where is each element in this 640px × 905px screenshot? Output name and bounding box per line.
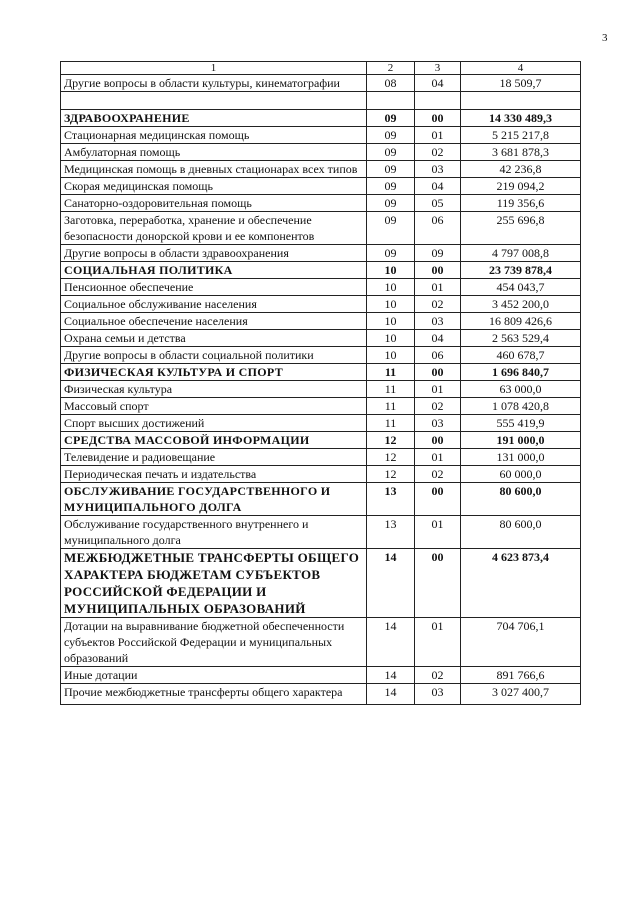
table-row	[61, 684, 581, 705]
section-code-cell: 10	[367, 296, 415, 313]
amount-cell: 555 419,9	[461, 415, 581, 432]
section-code-cell: 11	[367, 381, 415, 398]
subsection-code-cell: 02	[415, 144, 461, 161]
subsection-code-cell: 01	[415, 449, 461, 466]
table-row	[61, 466, 581, 483]
amount-cell: 2 563 529,4	[461, 330, 581, 347]
amount-cell: 255 696,8	[461, 212, 581, 245]
subsection-code-cell: 05	[415, 195, 461, 212]
table-row	[61, 296, 581, 313]
row-name-cell: Социальное обеспечение населения	[61, 313, 367, 330]
subsection-code-cell: 00	[415, 364, 461, 381]
row-name-cell: Обслуживание государственного внутреннего и муниципального долга	[61, 516, 367, 549]
row-name-cell: Физическая культура	[61, 381, 367, 398]
section-code-cell: 11	[367, 364, 415, 381]
section-code-cell: 08	[367, 75, 415, 92]
page-number: 3	[602, 32, 608, 44]
table-row	[61, 245, 581, 262]
table-row	[61, 161, 581, 178]
empty-cell	[61, 92, 367, 110]
amount-cell: 4 623 873,4	[461, 549, 581, 618]
section-code-cell: 12	[367, 432, 415, 449]
table-row	[61, 381, 581, 398]
section-code-cell: 10	[367, 262, 415, 279]
section-code-cell: 14	[367, 684, 415, 705]
section-code-cell: 09	[367, 195, 415, 212]
section-row	[61, 483, 581, 516]
section-code-cell: 12	[367, 449, 415, 466]
amount-cell: 80 600,0	[461, 516, 581, 549]
amount-cell: 891 766,6	[461, 667, 581, 684]
table-row	[61, 279, 581, 296]
row-name-cell: Другие вопросы в области культуры, кинематографии	[61, 75, 367, 92]
section-code-cell: 14	[367, 549, 415, 618]
subsection-code-cell: 03	[415, 313, 461, 330]
section-code-cell: 14	[367, 618, 415, 667]
row-name-cell: Медицинская помощь в дневных стационарах всех типов	[61, 161, 367, 178]
table-row	[61, 195, 581, 212]
subsection-code-cell: 06	[415, 347, 461, 364]
row-name-cell: СОЦИАЛЬНАЯ ПОЛИТИКА	[61, 262, 367, 279]
header-col-4: 4	[461, 62, 581, 75]
table-row	[61, 516, 581, 549]
section-code-cell: 09	[367, 144, 415, 161]
amount-cell: 60 000,0	[461, 466, 581, 483]
section-row	[61, 432, 581, 449]
subsection-code-cell: 04	[415, 178, 461, 195]
row-name-cell: Прочие межбюджетные трансферты общего характера	[61, 684, 367, 705]
section-row	[61, 110, 581, 127]
row-name-cell: Заготовка, переработка, хранение и обеспечение безопасности донорской крови и ее компонентов	[61, 212, 367, 245]
amount-cell: 42 236,8	[461, 161, 581, 178]
amount-cell: 4 797 008,8	[461, 245, 581, 262]
table-row	[61, 449, 581, 466]
section-code-cell: 13	[367, 483, 415, 516]
subsection-code-cell: 04	[415, 75, 461, 92]
amount-cell: 3 027 400,7	[461, 684, 581, 705]
subsection-code-cell: 00	[415, 549, 461, 618]
section-code-cell: 10	[367, 279, 415, 296]
section-code-cell: 10	[367, 347, 415, 364]
section-code-cell: 09	[367, 110, 415, 127]
section-code-cell: 12	[367, 466, 415, 483]
subsection-code-cell: 00	[415, 483, 461, 516]
subsection-code-cell: 00	[415, 262, 461, 279]
section-code-cell: 10	[367, 330, 415, 347]
row-name-cell: Стационарная медицинская помощь	[61, 127, 367, 144]
subsection-code-cell: 03	[415, 415, 461, 432]
row-name-cell: СРЕДСТВА МАССОВОЙ ИНФОРМАЦИИ	[61, 432, 367, 449]
section-row	[61, 549, 581, 618]
row-name-cell: ОБСЛУЖИВАНИЕ ГОСУДАРСТВЕННОГО И МУНИЦИПАЛЬНОГО ДОЛГА	[61, 483, 367, 516]
empty-cell	[461, 92, 581, 110]
amount-cell: 219 094,2	[461, 178, 581, 195]
amount-cell: 191 000,0	[461, 432, 581, 449]
section-code-cell: 11	[367, 415, 415, 432]
section-code-cell: 14	[367, 667, 415, 684]
section-row	[61, 262, 581, 279]
row-name-cell: Периодическая печать и издательства	[61, 466, 367, 483]
section-code-cell: 09	[367, 178, 415, 195]
subsection-code-cell: 02	[415, 296, 461, 313]
row-name-cell: Другие вопросы в области здравоохранения	[61, 245, 367, 262]
row-name-cell: Другие вопросы в области социальной политики	[61, 347, 367, 364]
row-name-cell: Охрана семьи и детства	[61, 330, 367, 347]
table-row	[61, 667, 581, 684]
empty-cell	[415, 92, 461, 110]
subsection-code-cell: 02	[415, 398, 461, 415]
section-code-cell: 09	[367, 245, 415, 262]
subsection-code-cell: 03	[415, 684, 461, 705]
table-row	[61, 618, 581, 667]
budget-table	[60, 61, 581, 705]
row-name-cell: Дотации на выравнивание бюджетной обеспеченности субъектов Российской Федерации и муниципальных образований	[61, 618, 367, 667]
amount-cell: 14 330 489,3	[461, 110, 581, 127]
row-name-cell: Иные дотации	[61, 667, 367, 684]
header-col-1: 1	[61, 62, 367, 75]
subsection-code-cell: 00	[415, 110, 461, 127]
table-row	[61, 212, 581, 245]
amount-cell: 23 739 878,4	[461, 262, 581, 279]
row-name-cell: Спорт высших достижений	[61, 415, 367, 432]
section-code-cell: 09	[367, 212, 415, 245]
spacer-row	[61, 92, 581, 110]
table-row	[61, 313, 581, 330]
amount-cell: 5 215 217,8	[461, 127, 581, 144]
subsection-code-cell: 03	[415, 161, 461, 178]
section-row	[61, 364, 581, 381]
row-name-cell: ЗДРАВООХРАНЕНИЕ	[61, 110, 367, 127]
row-name-cell: Пенсионное обеспечение	[61, 279, 367, 296]
subsection-code-cell: 01	[415, 127, 461, 144]
table-header-row	[61, 62, 581, 75]
row-name-cell: Санаторно-оздоровительная помощь	[61, 195, 367, 212]
table-row	[61, 144, 581, 161]
row-name-cell: Массовый спорт	[61, 398, 367, 415]
amount-cell: 80 600,0	[461, 483, 581, 516]
row-name-cell: Скорая медицинская помощь	[61, 178, 367, 195]
header-col-3: 3	[415, 62, 461, 75]
amount-cell: 63 000,0	[461, 381, 581, 398]
amount-cell: 3 452 200,0	[461, 296, 581, 313]
subsection-code-cell: 02	[415, 466, 461, 483]
amount-cell: 704 706,1	[461, 618, 581, 667]
amount-cell: 3 681 878,3	[461, 144, 581, 161]
section-code-cell: 10	[367, 313, 415, 330]
row-name-cell: Социальное обслуживание населения	[61, 296, 367, 313]
subsection-code-cell: 06	[415, 212, 461, 245]
subsection-code-cell: 04	[415, 330, 461, 347]
amount-cell: 131 000,0	[461, 449, 581, 466]
amount-cell: 454 043,7	[461, 279, 581, 296]
subsection-code-cell: 01	[415, 618, 461, 667]
row-name-cell: Телевидение и радиовещание	[61, 449, 367, 466]
table-row	[61, 330, 581, 347]
table-row	[61, 347, 581, 364]
subsection-code-cell: 01	[415, 279, 461, 296]
row-name-cell: Амбулаторная помощь	[61, 144, 367, 161]
section-code-cell: 09	[367, 127, 415, 144]
header-col-2: 2	[367, 62, 415, 75]
amount-cell: 16 809 426,6	[461, 313, 581, 330]
section-code-cell: 09	[367, 161, 415, 178]
amount-cell: 1 696 840,7	[461, 364, 581, 381]
table-row	[61, 127, 581, 144]
subsection-code-cell: 01	[415, 381, 461, 398]
amount-cell: 1 078 420,8	[461, 398, 581, 415]
row-name-cell: ФИЗИЧЕСКАЯ КУЛЬТУРА И СПОРТ	[61, 364, 367, 381]
amount-cell: 18 509,7	[461, 75, 581, 92]
table-row	[61, 398, 581, 415]
subsection-code-cell: 00	[415, 432, 461, 449]
subsection-code-cell: 01	[415, 516, 461, 549]
empty-cell	[367, 92, 415, 110]
row-name-cell: МЕЖБЮДЖЕТНЫЕ ТРАНСФЕРТЫ ОБЩЕГО ХАРАКТЕРА БЮДЖЕТАМ СУБЪЕКТОВ РОССИЙСКОЙ ФЕДЕРАЦИИ И МУНИЦИПАЛЬНЫХ ОБРАЗОВАНИЙ	[61, 549, 367, 618]
section-code-cell: 13	[367, 516, 415, 549]
amount-cell: 119 356,6	[461, 195, 581, 212]
budget-table-body	[61, 62, 581, 705]
section-code-cell: 11	[367, 398, 415, 415]
amount-cell: 460 678,7	[461, 347, 581, 364]
table-row	[61, 75, 581, 92]
subsection-code-cell: 02	[415, 667, 461, 684]
table-row	[61, 178, 581, 195]
subsection-code-cell: 09	[415, 245, 461, 262]
table-row	[61, 415, 581, 432]
